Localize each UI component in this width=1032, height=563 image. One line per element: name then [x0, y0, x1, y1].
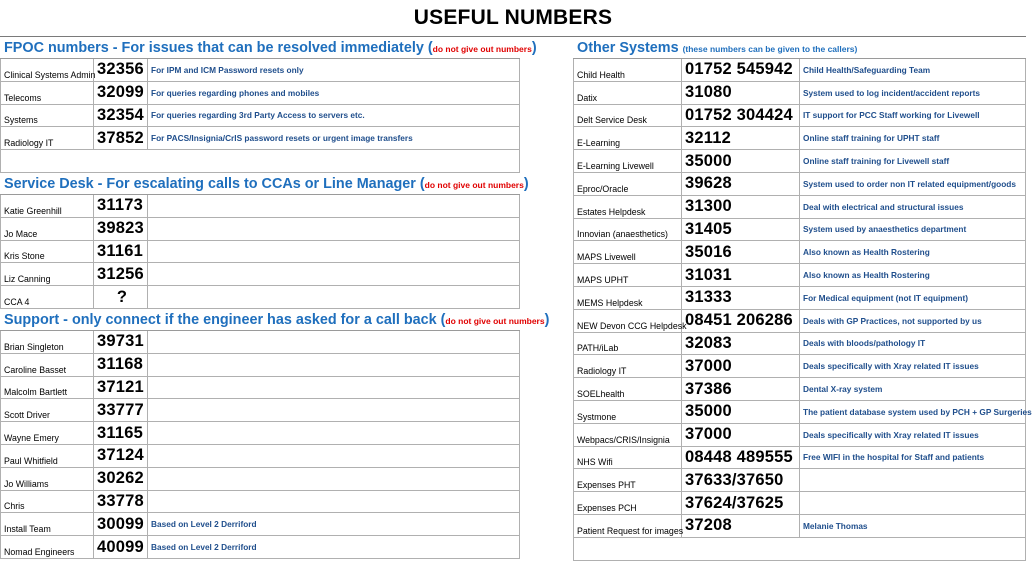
phone-number: 40099	[94, 536, 148, 558]
contact-name: Expenses PHT	[573, 469, 682, 491]
phone-number: 37633/37650	[682, 469, 800, 491]
page-title: USEFUL NUMBERS	[413, 6, 613, 29]
phone-number: 30262	[94, 468, 148, 490]
phone-number: 33778	[94, 491, 148, 513]
phone-number: 31031	[682, 264, 800, 286]
description: Child Health/Safeguarding Team	[800, 59, 1026, 81]
phone-number: 37386	[682, 378, 800, 400]
contact-name: Delt Service Desk	[573, 105, 682, 127]
contact-name: Webpacs/CRIS/Insignia	[573, 424, 682, 446]
support-heading-close: )	[544, 311, 550, 328]
phone-number: 39628	[682, 173, 800, 195]
description: For queries regarding phones and mobiles	[148, 82, 520, 104]
service-desk-heading	[0, 173, 529, 195]
table-row	[573, 447, 1026, 470]
description: For IPM and ICM Password resets only	[148, 59, 520, 81]
contact-name: Telecoms	[0, 82, 94, 104]
contact-name: Caroline Basset	[0, 354, 94, 376]
contact-name: Liz Canning	[0, 263, 94, 285]
description: For Medical equipment (not IT equipment)	[800, 287, 1026, 309]
description	[148, 331, 520, 353]
description: Deals specifically with Xray related IT issues	[800, 355, 1026, 377]
table-row	[0, 286, 520, 309]
phone-number: 01752 304424	[682, 105, 800, 127]
description: Deals specifically with Xray related IT issues	[800, 424, 1026, 446]
phone-number: 31405	[682, 219, 800, 241]
description	[800, 469, 1026, 491]
description: Also known as Health Rostering	[800, 241, 1026, 263]
fpoc-heading-close: )	[531, 40, 537, 56]
table-row	[573, 59, 1026, 82]
table-row	[573, 150, 1026, 173]
contact-name: Patient Request for images	[573, 515, 682, 537]
service-desk-warning: do not give out numbers	[424, 179, 524, 190]
fpoc-heading-text: FPOC numbers - For issues that can be resolved immediately (	[4, 40, 433, 56]
table-row	[0, 445, 520, 468]
table-row	[573, 196, 1026, 219]
phone-number: ?	[94, 286, 148, 308]
table-row	[573, 469, 1026, 492]
service-desk-table	[0, 195, 520, 309]
table-row	[0, 218, 520, 241]
table-row	[0, 105, 520, 128]
other-systems-table	[573, 59, 1032, 538]
description: System used to log incident/accident reports	[800, 82, 1026, 104]
phone-number: 37121	[94, 377, 148, 399]
table-row	[573, 105, 1026, 128]
phone-number: 32099	[94, 82, 148, 104]
table-row	[573, 219, 1026, 242]
table-row	[573, 333, 1026, 356]
description: Melanie Thomas	[800, 515, 1026, 537]
support-warning: do not give out numbers	[445, 315, 545, 326]
phone-number: 35000	[682, 150, 800, 172]
description: Also known as Health Rostering	[800, 264, 1026, 286]
spacer-row	[0, 150, 520, 173]
description	[148, 445, 520, 467]
table-row	[0, 468, 520, 491]
table-row	[0, 195, 520, 218]
table-row	[0, 241, 520, 264]
contact-name: E-Learning Livewell	[573, 150, 682, 172]
table-row	[573, 287, 1026, 310]
description	[148, 218, 520, 240]
table-row	[0, 377, 520, 400]
table-row	[573, 82, 1026, 105]
phone-number: 31333	[682, 287, 800, 309]
description: System used by anaesthetics department	[800, 219, 1026, 241]
description	[148, 399, 520, 421]
phone-number: 32356	[94, 59, 148, 81]
table-row	[573, 173, 1026, 196]
table-row	[0, 536, 520, 559]
phone-number: 32083	[682, 333, 800, 355]
other-systems-note: (these numbers can be given to the callers)	[682, 44, 858, 54]
support-heading-text: Support - only connect if the engineer has asked for a call back (	[4, 311, 446, 328]
contact-name: MAPS Livewell	[573, 241, 682, 263]
table-row	[573, 127, 1026, 150]
contact-name: Eproc/Oracle	[573, 173, 682, 195]
phone-number: 31256	[94, 263, 148, 285]
description: Online staff training for UPHT staff	[800, 127, 1026, 149]
spacer-row	[573, 538, 1026, 561]
phone-number: 31165	[94, 422, 148, 444]
contact-name: Clinical Systems Admin	[0, 59, 94, 81]
table-row	[573, 378, 1026, 401]
description	[148, 491, 520, 513]
contact-name: MEMS Helpdesk	[573, 287, 682, 309]
contact-name: Malcolm Bartlett	[0, 377, 94, 399]
phone-number: 35000	[682, 401, 800, 423]
contact-name: Systmone	[573, 401, 682, 423]
description	[148, 195, 520, 217]
contact-name: Wayne Emery	[0, 422, 94, 444]
phone-number: 31080	[682, 82, 800, 104]
phone-number: 31173	[94, 195, 148, 217]
phone-number: 37000	[682, 355, 800, 377]
description: Deals with bloods/pathology IT	[800, 333, 1026, 355]
description: For queries regarding 3rd Party Access to servers etc.	[148, 105, 520, 127]
description: Based on Level 2 Derriford	[148, 513, 520, 535]
contact-name: SOELhealth	[573, 378, 682, 400]
phone-number: 32112	[682, 127, 800, 149]
table-row	[573, 401, 1032, 424]
phone-number: 32354	[94, 105, 148, 127]
phone-number: 39823	[94, 218, 148, 240]
table-row	[0, 422, 520, 445]
contact-name: Child Health	[573, 59, 682, 81]
phone-number: 08451 206286	[682, 310, 800, 332]
contact-name: Datix	[573, 82, 682, 104]
contact-name: Jo Mace	[0, 218, 94, 240]
other-systems-heading	[573, 37, 1026, 59]
phone-number: 30099	[94, 513, 148, 535]
phone-number: 31300	[682, 196, 800, 218]
phone-number: 01752 545942	[682, 59, 800, 81]
description: For PACS/Insignia/CrIS password resets or urgent image transfers	[148, 127, 520, 149]
table-row	[0, 331, 520, 354]
description: Based on Level 2 Derriford	[148, 536, 520, 558]
contact-name: Nomad Engineers	[0, 536, 94, 558]
phone-number: 31161	[94, 241, 148, 263]
left-panel	[0, 37, 550, 559]
contact-name: Radiology IT	[0, 127, 94, 149]
phone-number: 37852	[94, 127, 148, 149]
fpoc-heading	[0, 37, 537, 59]
description: IT support for PCC Staff working for Livewell	[800, 105, 1026, 127]
table-row	[0, 354, 520, 377]
contact-name: Brian Singleton	[0, 331, 94, 353]
table-row	[573, 515, 1026, 538]
table-row	[0, 491, 520, 514]
right-panel	[573, 37, 1032, 561]
phone-number: 37624/37625	[682, 492, 800, 514]
service-desk-heading-close: )	[523, 175, 529, 192]
support-heading	[0, 309, 550, 331]
contact-name: Radiology IT	[573, 355, 682, 377]
table-row	[0, 127, 520, 150]
phone-number: 08448 489555	[682, 447, 800, 469]
service-desk-heading-text: Service Desk - For escalating calls to CCAs or Line Manager (	[4, 175, 425, 192]
table-row	[573, 492, 1026, 515]
description	[800, 492, 1026, 514]
table-row	[573, 264, 1026, 287]
description	[148, 377, 520, 399]
contact-name: Katie Greenhill	[0, 195, 94, 217]
fpoc-table	[0, 59, 520, 150]
contact-name: MAPS UPHT	[573, 264, 682, 286]
table-row	[0, 59, 520, 82]
contact-name: NEW Devon CCG Helpdesk	[573, 310, 682, 332]
contact-name: E-Learning	[573, 127, 682, 149]
description	[148, 241, 520, 263]
contact-name: Jo Williams	[0, 468, 94, 490]
description: System used to order non IT related equipment/goods	[800, 173, 1026, 195]
table-row	[573, 241, 1026, 264]
table-row	[0, 399, 520, 422]
phone-number: 37124	[94, 445, 148, 467]
description: The patient database system used by PCH + GP Surgeries	[800, 401, 1026, 423]
description: Online staff training for Livewell staff	[800, 150, 1026, 172]
description	[148, 354, 520, 376]
table-row	[573, 424, 1026, 447]
contact-name: NHS Wifi	[573, 447, 682, 469]
contact-name: Paul Whitfield	[0, 445, 94, 467]
contact-name: CCA 4	[0, 286, 94, 308]
table-row	[0, 263, 520, 286]
phone-number: 33777	[94, 399, 148, 421]
description: Deals with GP Practices, not supported by us	[800, 310, 1026, 332]
description: Dental X-ray system	[800, 378, 1026, 400]
support-table	[0, 331, 520, 559]
table-row	[573, 355, 1026, 378]
contact-name: Systems	[0, 105, 94, 127]
contact-name: Innovian (anaesthetics)	[573, 219, 682, 241]
description: Free WIFI in the hospital for Staff and patients	[800, 447, 1026, 469]
contact-name: Install Team	[0, 513, 94, 535]
contact-name: Chris	[0, 491, 94, 513]
fpoc-warning: do not give out numbers	[432, 44, 532, 54]
description: Deal with electrical and structural issues	[800, 196, 1026, 218]
table-row	[573, 310, 1026, 333]
phone-number: 37208	[682, 515, 800, 537]
table-row	[0, 513, 520, 536]
contact-name: Expenses PCH	[573, 492, 682, 514]
phone-number: 37000	[682, 424, 800, 446]
other-systems-heading-text: Other Systems	[577, 40, 683, 56]
contact-name: PATH/iLab	[573, 333, 682, 355]
phone-number: 35016	[682, 241, 800, 263]
description	[148, 422, 520, 444]
description	[148, 263, 520, 285]
phone-number: 31168	[94, 354, 148, 376]
table-row	[0, 82, 520, 105]
contact-name: Estates Helpdesk	[573, 196, 682, 218]
phone-number: 39731	[94, 331, 148, 353]
contact-name: Scott Driver	[0, 399, 94, 421]
description	[148, 468, 520, 490]
description	[148, 286, 520, 308]
contact-name: Kris Stone	[0, 241, 94, 263]
